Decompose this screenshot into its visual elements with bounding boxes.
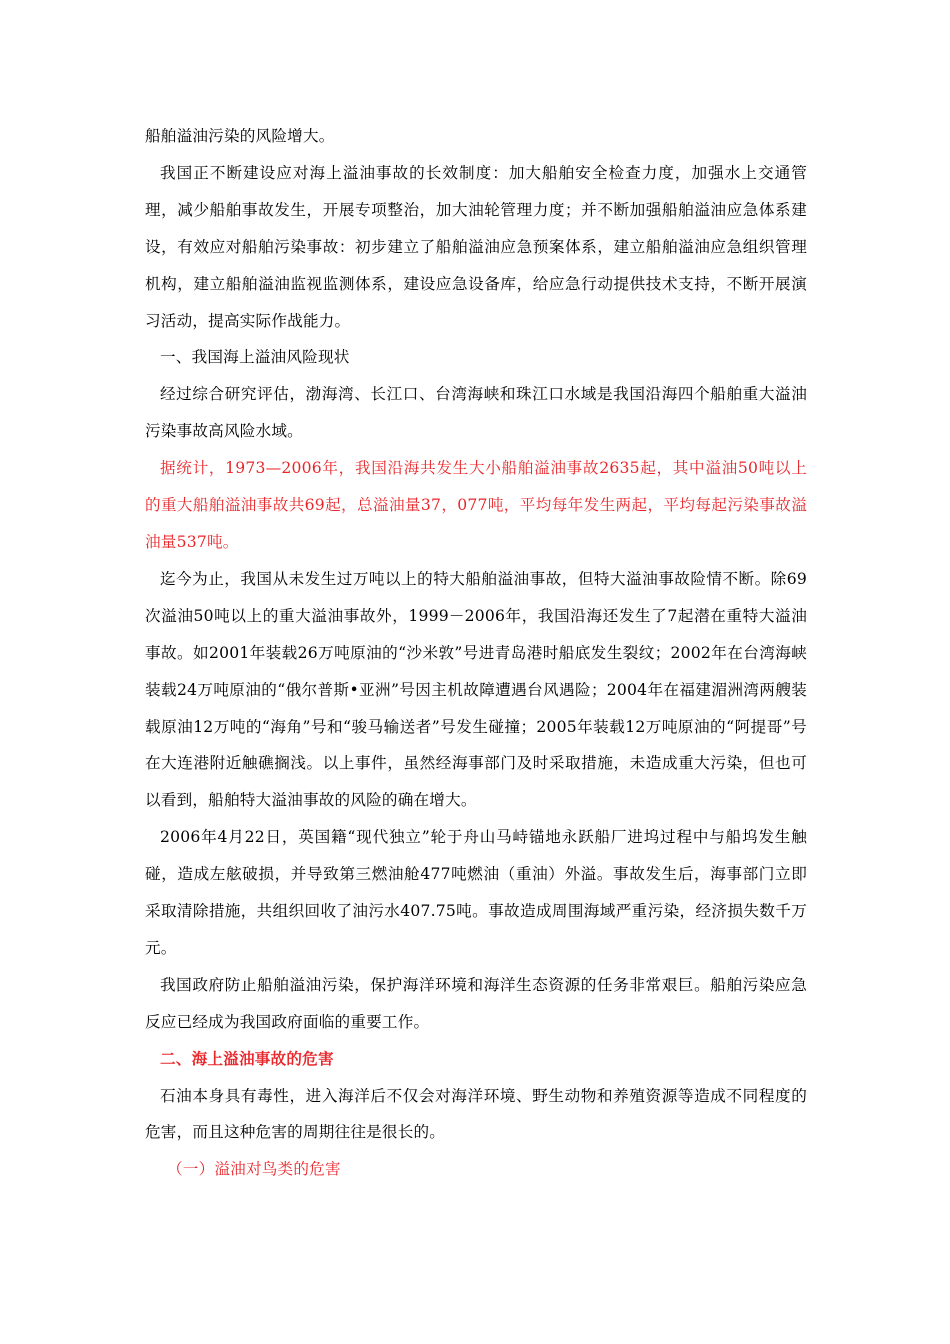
- paragraph-oil-toxicity: 石油本身具有毒性，进入海洋后不仅会对海洋环境、野生动物和养殖资源等造成不同程度的危害，而且这种危害的周期往往是很长的。: [145, 1086, 807, 1142]
- section-heading-hazards: 二、海上溢油事故的危害: [160, 1048, 334, 1068]
- document-body: [145, 118, 807, 1188]
- paragraph-government-task: 我国政府防止船舶溢油污染，保护海洋环境和海洋生态资源的任务非常艰巨。船舶污染应急反应已经成为我国政府面临的重要工作。: [145, 975, 807, 1031]
- paragraph-risk-areas: 经过综合研究评估，渤海湾、长江口、台湾海峡和珠江口水域是我国沿海四个船舶重大溢油污染事故高风险水域。: [145, 385, 807, 441]
- subsection-heading-birds: （一）溢油对鸟类的危害: [167, 1160, 341, 1179]
- paragraph-statistics: 据统计，1973—2006年，我国沿海共发生大小船舶溢油事故2635起，其中溢油50吨以上的重大船舶溢油事故共69起，总溢油量37，077吨，平均每年发生两起，平均每起污染事故溢油量537吨。: [145, 459, 807, 551]
- paragraph-potential-accidents: 迄今为止，我国从未发生过万吨以上的特大船舶溢油事故，但特大溢油事故险情不断。除69次溢油50吨以上的重大溢油事故外，1999－2006年，我国沿海还发生了7起潜在重特大溢油事故。如2001年装载26万吨原油的“沙米敦”号进青岛港时船底发生裂纹；2002年在台湾海峡装载24万吨原油的“俄尔普斯•亚洲”号因主机故障遭遇台风遇险；2004年在福建湄洲湾两艘装载原油12万吨的“海角”号和“骏马输送者”号发生碰撞；2005年装载12万吨原油的“阿提哥”号在大连港附近触礁搁浅。以上事件，虽然经海事部门及时采取措施，未造成重大污染，但也可以看到，船舶特大溢油事故的风险的确在增大。: [145, 569, 807, 810]
- paragraph-policy: 我国正不断建设应对海上溢油事故的长效制度：加大船舶安全检查力度，加强水上交通管理，减少船舶事故发生，开展专项整治，加大油轮管理力度；并不断加强船舶溢油应急体系建设，有效应对船舶污染事故：初步建立了船舶溢油应急预案体系，建立船舶溢油应急组织管理机构，建立船舶溢油监视监测体系，建设应急设备库，给应急行动提供技术支持，不断开展演习活动，提高实际作战能力。: [145, 163, 807, 330]
- section-heading-risk-status: 一、我国海上溢油风险现状: [160, 348, 350, 367]
- paragraph-continuation: 船舶溢油污染的风险增大。: [145, 127, 335, 145]
- paragraph-2006-incident: 2006年4月22日，英国籍“现代独立”轮于舟山马峙锚地永跃船厂进坞过程中与船坞发生触碰，造成左舷破损，并导致第三燃油舱477吨燃油（重油）外溢。事故发生后，海事部门立即采取清除措施，共组织回收了油污水407.75吨。事故造成周围海域严重污染，经济损失数千万元。: [145, 828, 807, 957]
